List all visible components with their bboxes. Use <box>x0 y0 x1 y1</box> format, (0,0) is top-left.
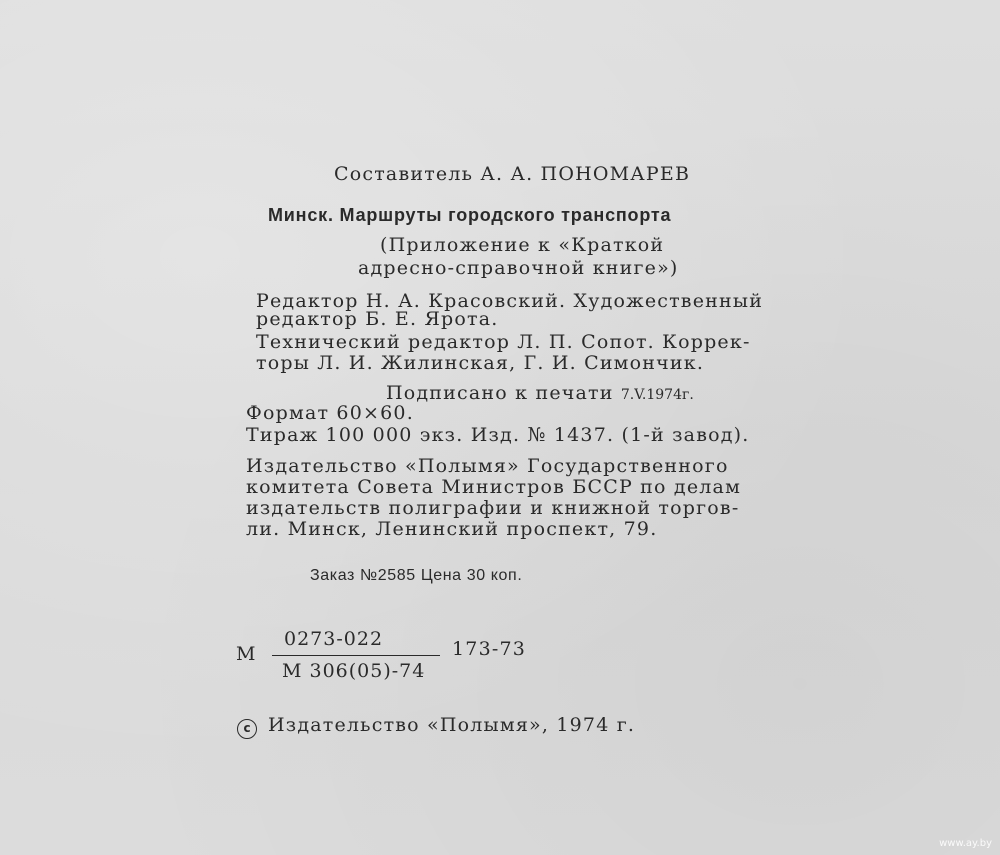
watermark: www.ay.by <box>939 838 992 849</box>
index-suffix: 173-73 <box>452 638 527 660</box>
editors-line-3: Технический редактор Л. П. Сопот. Коррек- <box>256 331 751 353</box>
subtitle-line-1: (Приложение к «Краткой <box>380 234 665 256</box>
book-title: Минск. Маршруты городского транспорта <box>268 205 672 225</box>
index-numerator: 0273-022 <box>284 628 384 650</box>
publisher-line-4: ли. Минск, Ленинский проспект, 79. <box>246 518 658 540</box>
publisher-line-1: Издательство «Полымя» Государственного <box>246 455 729 477</box>
index-fraction-rule <box>272 655 440 656</box>
print-run-line: Тираж 100 000 экз. Изд. № 1437. (1-й завод). <box>246 424 750 446</box>
index-letter: М <box>236 643 257 665</box>
format-line: Формат 60×60. <box>246 402 414 424</box>
publisher-line-2: комитета Совета Министров БССР по делам <box>246 476 742 498</box>
editors-line-1: Редактор Н. А. Красовский. Художественный <box>256 290 764 312</box>
signed-line <box>386 384 694 403</box>
compiler-line: Составитель А. А. ПОНОМАРЕВ <box>334 163 691 185</box>
editors-line-2: редактор Б. Е. Ярота. <box>256 308 499 330</box>
index-denominator: М 306(05)-74 <box>282 660 426 682</box>
signed-date: 7.V.1974г. <box>620 387 694 403</box>
order-line: Заказ №2585 Цена 30 коп. <box>310 567 523 584</box>
copyright-icon: c <box>237 719 257 739</box>
subtitle-line-2: адресно-справочной книге») <box>358 257 679 279</box>
editors-line-4: торы Л. И. Жилинская, Г. И. Симончик. <box>256 352 705 374</box>
signed-label: Подписано к печати <box>386 382 614 404</box>
copyright-text: Издательство «Полымя», 1974 г. <box>268 714 636 736</box>
publisher-line-3: издательств полиграфии и книжной торгов- <box>246 497 740 519</box>
